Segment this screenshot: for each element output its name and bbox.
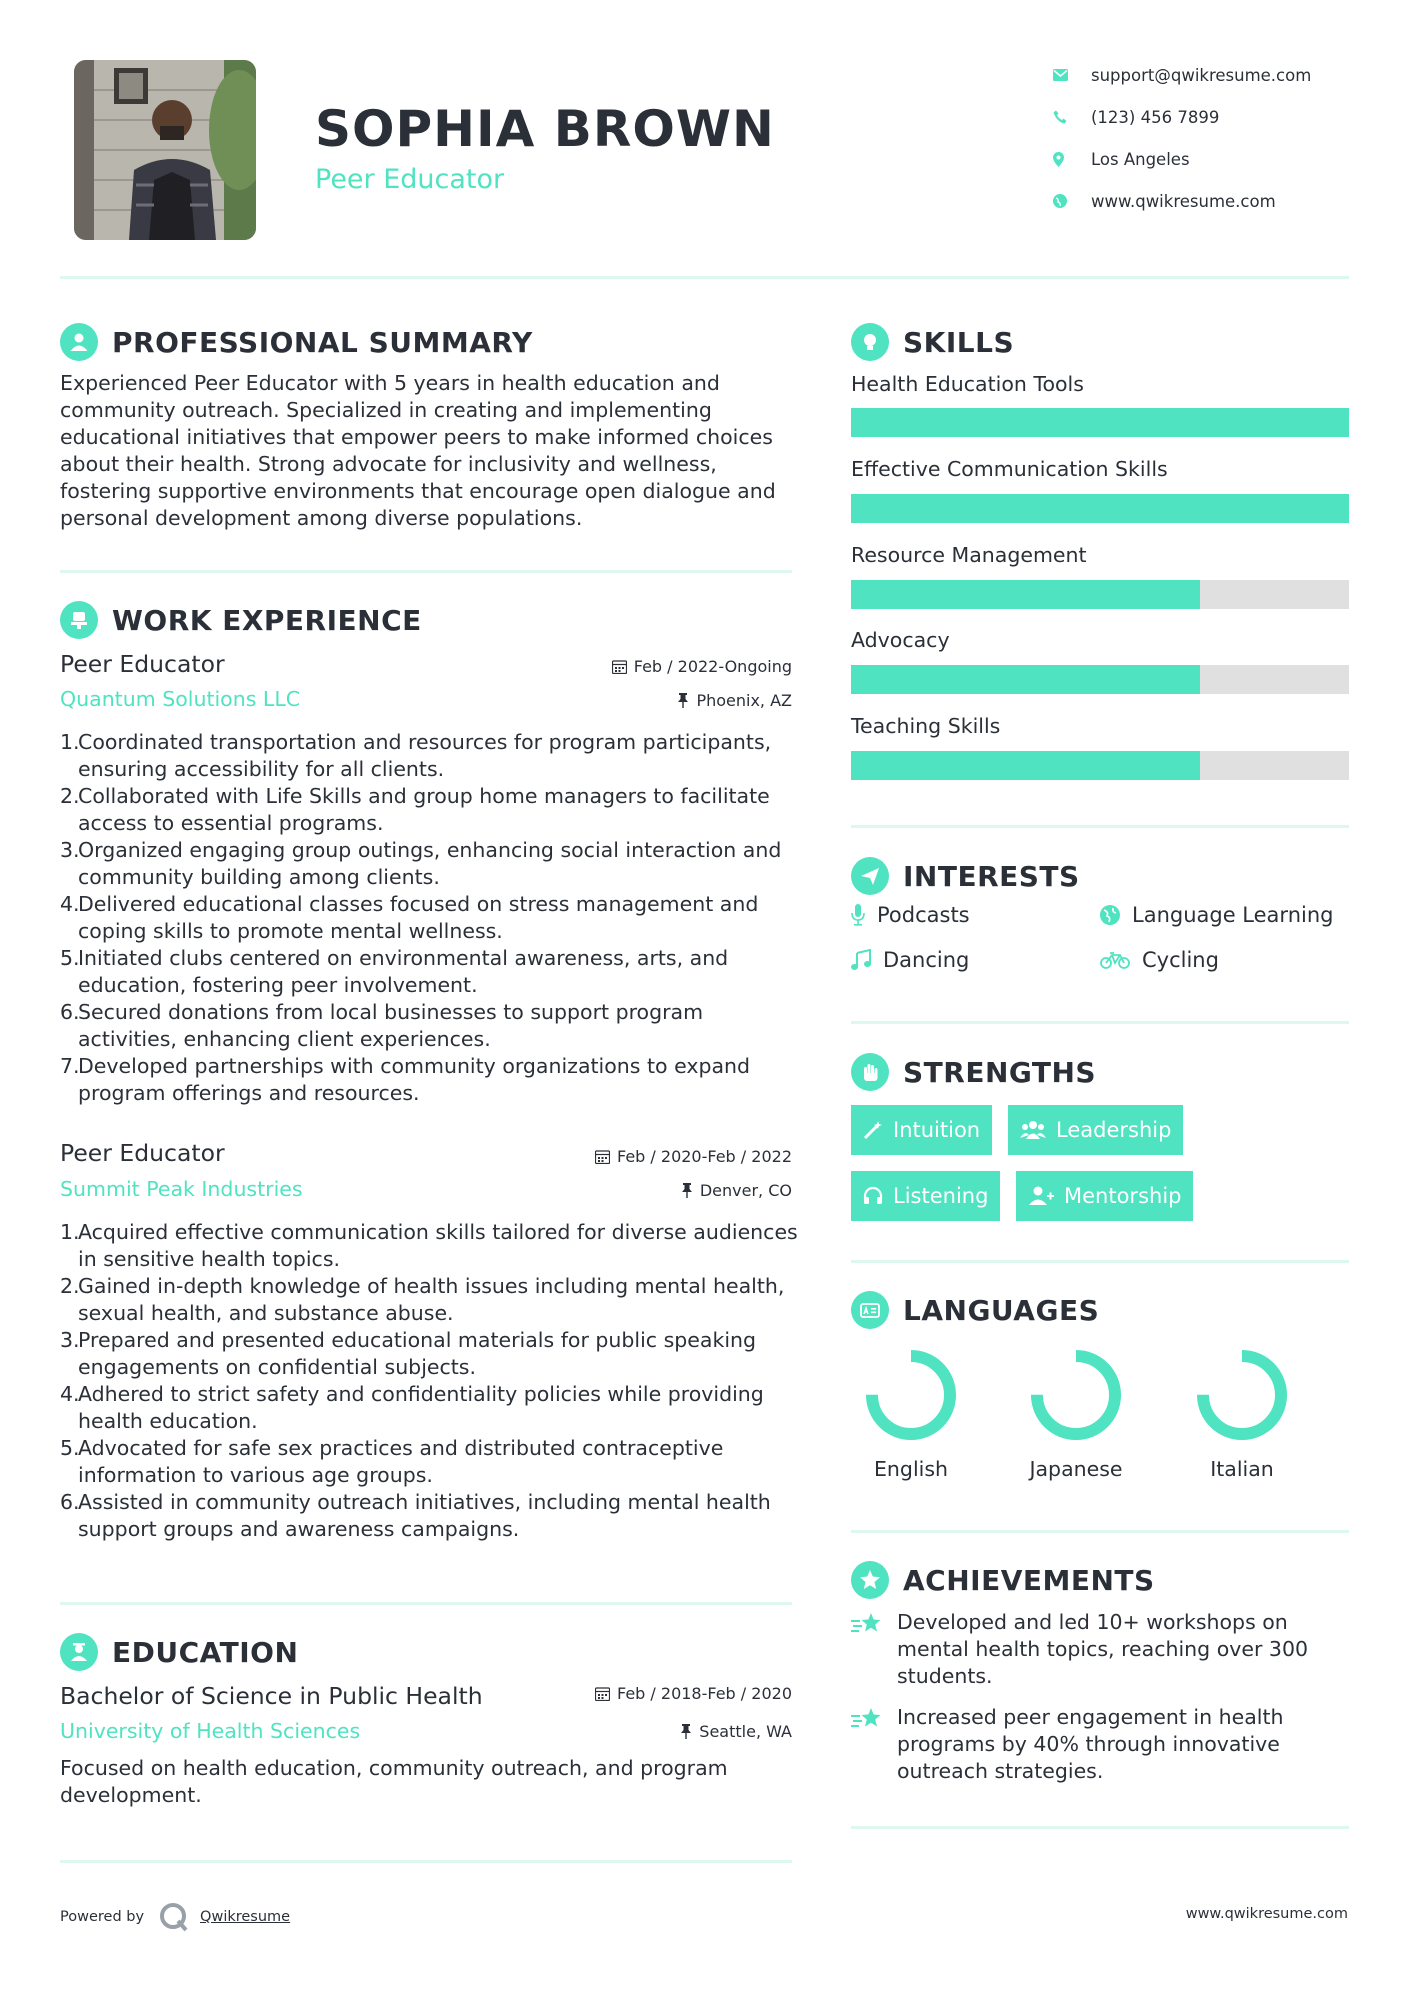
list-item: 5. Advocated for safe sex practices and distributed contraceptive information to various age groups.: [60, 1436, 724, 1487]
map-pin-icon: [1053, 152, 1091, 167]
magic-wand-icon: [863, 1120, 883, 1140]
summary-text: Experienced Peer Educator with 5 years in health education and community outreach. Specialized in creating and implementing educational initiatives that empower peers to make informed choices about their health. Strong advocate for inclusivity and wellness, fostering supportive environments that encourage open dialogue and personal development among diverse populations.: [60, 371, 776, 530]
user-plus-icon: [1028, 1186, 1054, 1206]
interests-divider: [851, 1021, 1349, 1024]
skill-name: Effective Communication Skills: [851, 457, 1168, 481]
footer-powered-by: [60, 1902, 290, 1932]
language-name: Italian: [1210, 1457, 1274, 1481]
phone-icon: [1053, 110, 1091, 124]
pushpin-icon: [677, 693, 689, 708]
skill-bar: [851, 494, 1349, 523]
languages-title: LANGUAGES: [903, 1293, 1100, 1327]
pushpin-icon: [681, 1183, 693, 1198]
skill-name: Health Education Tools: [851, 372, 1084, 396]
website-text[interactable]: www.qwikresume.com: [1091, 191, 1276, 211]
list-item: 4. Delivered educational classes focused on stress management and coping skills to promote mental wellness.: [60, 892, 759, 943]
user-circle-icon: [60, 323, 98, 361]
skills-title: SKILLS: [903, 325, 1015, 359]
education-title: EDUCATION: [112, 1635, 299, 1669]
work-title: WORK EXPERIENCE: [112, 603, 422, 637]
lightbulb-icon: [851, 323, 889, 361]
strength-chip: Listening: [851, 1171, 1000, 1221]
skill-bar-fill: [851, 408, 1349, 437]
interest-item: Dancing: [851, 948, 969, 972]
job-bullets: [60, 729, 800, 1107]
language-name: English: [873, 1457, 949, 1481]
language-ring: [1192, 1345, 1292, 1445]
languages-divider: [851, 1530, 1349, 1533]
contact-phone[interactable]: [1053, 96, 1353, 138]
job-company: Quantum Solutions LLC: [60, 687, 301, 711]
achievements-title: ACHIEVEMENTS: [903, 1563, 1155, 1597]
star-badge-icon: [851, 1561, 889, 1599]
skill-bar: [851, 751, 1349, 780]
contact-email[interactable]: [1053, 54, 1353, 96]
strength-chip: Leadership: [1008, 1105, 1183, 1155]
graduation-icon: [60, 1633, 98, 1671]
skill-bar: [851, 580, 1349, 609]
achievements-header: [851, 1561, 1155, 1599]
shooting-star-icon: [851, 1609, 897, 1690]
strength-chip: Mentorship: [1016, 1171, 1193, 1221]
powered-by-text: Powered by: [60, 1909, 145, 1925]
skill-name: Teaching Skills: [851, 714, 1001, 738]
skill-name: Advocacy: [851, 628, 950, 652]
skills-header: [851, 323, 1014, 361]
language-name: Japanese: [1029, 1457, 1123, 1481]
calendar-icon: [595, 1149, 610, 1164]
skill-name: Resource Management: [851, 543, 1087, 567]
skill-bar-fill: [851, 751, 1200, 780]
interests-header: [851, 857, 1080, 895]
hand-icon: [851, 1053, 889, 1091]
job-bullets: [60, 1219, 800, 1543]
list-item: 6. Assisted in community outreach initiatives, including mental health support groups and awareness campaigns.: [60, 1490, 771, 1541]
interest-item: Language Learning: [1100, 903, 1333, 927]
list-item: 2. Gained in-depth knowledge of health issues including mental health, sexual health, and substance abuse.: [60, 1274, 785, 1325]
candidate-name: SOPHIA BROWN: [315, 100, 775, 158]
job-title: Peer Educator: [60, 650, 225, 678]
education-date: Feb / 2018-Feb / 2020: [595, 1684, 792, 1703]
microphone-icon: [851, 904, 865, 926]
summary-divider: [60, 570, 792, 573]
achievements-divider: [851, 1826, 1349, 1829]
bicycle-icon: [1100, 951, 1130, 969]
skill-bar: [851, 665, 1349, 694]
summary-header: [60, 323, 533, 361]
skills-divider: [851, 825, 1349, 828]
list-item: 2. Collaborated with Life Skills and group home managers to facilitate access to essential programs.: [60, 784, 770, 835]
users-icon: [1020, 1120, 1046, 1140]
profile-photo: [74, 60, 256, 240]
globe-icon: [1100, 905, 1120, 925]
language-ring: [861, 1345, 961, 1445]
strengths-title: STRENGTHS: [903, 1055, 1097, 1089]
language-item: [1006, 1345, 1146, 1481]
pushpin-icon: [680, 1724, 692, 1739]
list-item: 1. Acquired effective communication skills tailored for diverse audiences in sensitive health topics.: [60, 1220, 798, 1271]
list-item: 6. Secured donations from local businesses to support program activities, enhancing client experiences.: [60, 1000, 704, 1051]
list-item: 7. Developed partnerships with community organizations to expand program offerings and resources.: [60, 1054, 751, 1105]
job-date: Feb / 2020-Feb / 2022: [595, 1147, 792, 1166]
work-divider: [60, 1602, 792, 1605]
globe-icon: [1053, 194, 1091, 208]
interest-item: Podcasts: [851, 903, 970, 927]
language-card-icon: [851, 1291, 889, 1329]
job-title: Peer Educator: [60, 1139, 225, 1167]
location-text: Los Angeles: [1091, 149, 1190, 169]
education-divider: [60, 1860, 792, 1863]
job-location: Phoenix, AZ: [677, 691, 792, 710]
strengths-header: [851, 1053, 1096, 1091]
skill-bar-fill: [851, 665, 1200, 694]
education-location: Seattle, WA: [680, 1722, 792, 1741]
contact-website[interactable]: [1053, 180, 1353, 222]
email-text[interactable]: support@qwikresume.com: [1091, 65, 1312, 85]
education-description: Focused on health education, community outreach, and program development.: [60, 1756, 728, 1807]
strength-chip: Intuition: [851, 1105, 992, 1155]
job-date: Feb / 2022-Ongoing: [612, 657, 792, 676]
language-item: [1172, 1345, 1312, 1481]
list-item: 3. Prepared and presented educational materials for public speaking engagements on confidential subjects.: [60, 1328, 757, 1379]
calendar-icon: [595, 1686, 610, 1701]
list-item: 5. Initiated clubs centered on environmental awareness, arts, and education, fostering peer involvement.: [60, 946, 729, 997]
music-note-icon: [851, 949, 871, 971]
languages-header: [851, 1291, 1099, 1329]
calendar-icon: [612, 659, 627, 674]
strengths-divider: [851, 1260, 1349, 1263]
contact-location: [1053, 138, 1353, 180]
list-item: 1. Coordinated transportation and resources for program participants, ensuring accessibility for all clients.: [60, 730, 772, 781]
skill-bar-fill: [851, 580, 1200, 609]
education-header: [60, 1633, 298, 1671]
skill-bar-fill: [851, 494, 1349, 523]
interests-title: INTERESTS: [903, 859, 1080, 893]
interest-item: Cycling: [1100, 948, 1219, 972]
work-header: [60, 601, 422, 639]
envelope-icon: [1053, 69, 1091, 81]
briefcase-icon: [60, 601, 98, 639]
qwikresume-link[interactable]: Qwikresume: [200, 1909, 291, 1925]
qwikresume-logo-icon: [158, 1902, 190, 1932]
language-ring: [1026, 1345, 1126, 1445]
job-location: Denver, CO: [681, 1181, 792, 1200]
achievement-item: Developed and led 10+ workshops on mental health topics, reaching over 300 students.: [851, 1609, 1341, 1690]
headphones-icon: [863, 1186, 883, 1206]
language-item: [841, 1345, 981, 1481]
header-divider: [60, 276, 1349, 279]
list-item: 4. Adhered to strict safety and confidentiality policies while providing health education.: [60, 1382, 764, 1433]
contact-block: [1053, 54, 1353, 222]
footer-website[interactable]: www.qwikresume.com: [1185, 1906, 1348, 1922]
candidate-role: Peer Educator: [315, 164, 505, 195]
phone-text: (123) 456 7899: [1091, 107, 1220, 127]
list-item: 3. Organized engaging group outings, enhancing social interaction and community building among clients.: [60, 838, 782, 889]
summary-title: PROFESSIONAL SUMMARY: [112, 325, 533, 359]
skill-bar: [851, 408, 1349, 437]
job-company: Summit Peak Industries: [60, 1177, 303, 1201]
achievement-item: Increased peer engagement in health programs by 40% through innovative outreach strategies.: [851, 1704, 1341, 1785]
shooting-star-icon: [851, 1704, 897, 1785]
paper-plane-icon: [851, 857, 889, 895]
school-name: University of Health Sciences: [60, 1719, 361, 1743]
degree-title: Bachelor of Science in Public Health: [60, 1682, 483, 1710]
